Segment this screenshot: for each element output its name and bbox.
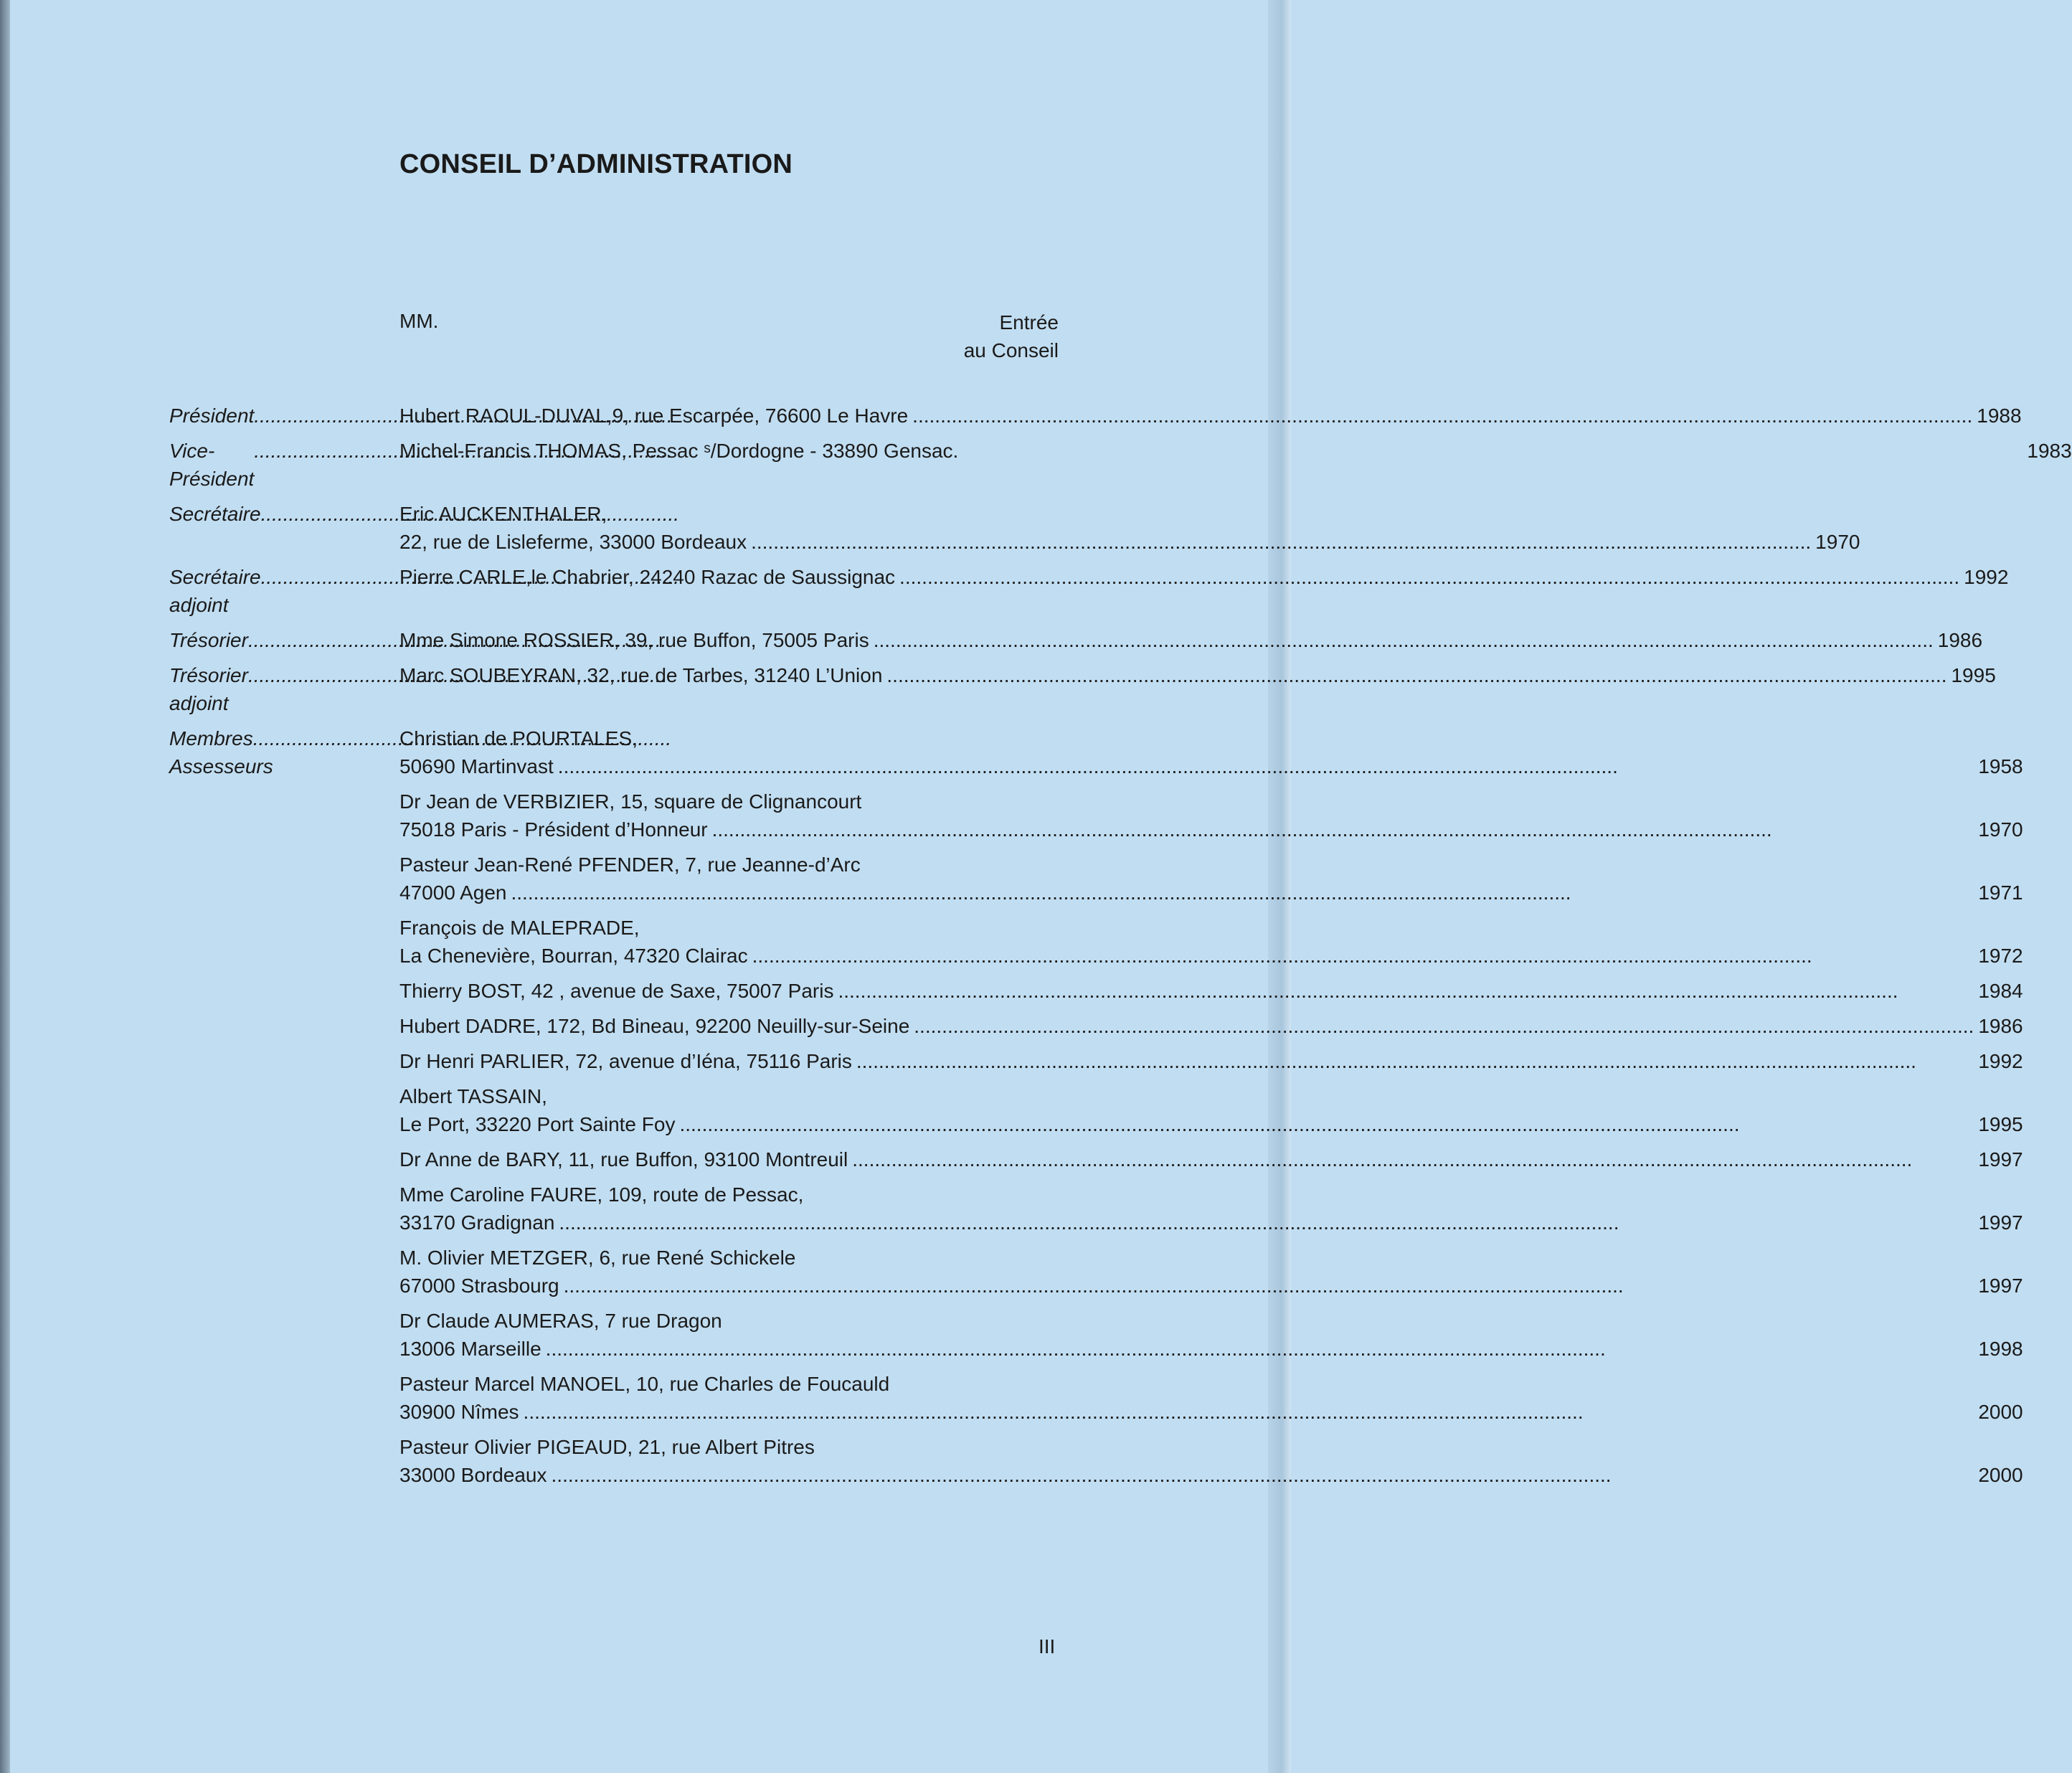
member-address-line	[399, 1110, 2023, 1138]
entry-year: 1988	[1977, 405, 2022, 427]
role-label-line	[169, 437, 374, 493]
member-address: Dr Anne de BARY, 11, rue Buffon, 93100 Montreuil	[399, 1148, 848, 1171]
board-role-row	[169, 437, 2072, 493]
role-title: Secrétaire adjoint	[169, 566, 261, 616]
role-title: Trésorier adjoint	[169, 664, 248, 714]
member-address-line	[399, 528, 1860, 556]
member-entry	[399, 788, 2023, 843]
dot-leader	[852, 1145, 1974, 1173]
dot-leader	[838, 977, 1974, 1005]
role-label-line	[169, 661, 374, 717]
member-entry	[399, 661, 1996, 689]
dot-leader	[751, 528, 1811, 556]
entry-year: 1971	[1978, 881, 2023, 904]
role-label-line	[169, 626, 374, 654]
entry-year: 1983	[2027, 440, 2072, 462]
member-entry	[399, 500, 1860, 556]
role-title: Secrétaire	[169, 503, 261, 525]
member-entries	[399, 626, 1982, 654]
member-address: 33170 Gradignan	[399, 1211, 555, 1234]
member-entry	[399, 563, 2008, 591]
dot-leader	[912, 402, 1972, 430]
member-address-line	[399, 437, 2072, 465]
member-address-line	[399, 977, 2023, 1005]
entry-year: 1970	[1978, 818, 2023, 841]
member-address: Marc SOUBEYRAN, 32, rue de Tarbes, 31240 L’Union	[399, 664, 883, 686]
member-address: 67000 Strasbourg	[399, 1275, 559, 1297]
member-entry	[399, 1307, 2023, 1363]
role-title: Membres	[169, 727, 253, 750]
board-role-row	[169, 626, 1983, 654]
member-address-line	[399, 1461, 2023, 1489]
member-name-line: Dr Claude AUMERAS, 7 rue Dragon	[399, 1310, 722, 1332]
member-entry	[399, 977, 2023, 1005]
member-entry	[399, 1433, 2023, 1489]
entry-year: 1992	[1964, 566, 2009, 588]
member-address: 30900 Nîmes	[399, 1401, 519, 1423]
member-address-line	[399, 879, 2023, 907]
member-address: 13006 Marseille	[399, 1338, 541, 1360]
member-entry	[399, 1370, 2023, 1426]
member-name-line: Pasteur Marcel MANOEL, 10, rue Charles de Foucauld	[399, 1373, 890, 1395]
column-header-line: Entrée	[999, 311, 1059, 334]
entry-year: 1997	[1978, 1275, 2023, 1297]
dot-leader	[558, 752, 1974, 780]
member-entry	[399, 1047, 2023, 1075]
member-name-line: Pasteur Jean-René PFENDER, 7, rue Jeanne-d’Arc	[399, 854, 861, 876]
member-address-line	[399, 1012, 2023, 1040]
member-name-line: François de MALEPRADE,	[399, 917, 640, 939]
page-title: CONSEIL D’ADMINISTRATION	[399, 149, 793, 179]
role-label	[169, 437, 374, 493]
member-address: 22, rue de Lisleferme, 33000 Bordeaux	[399, 531, 747, 553]
entry-year: 1984	[1978, 980, 2023, 1002]
member-entry	[399, 1012, 2023, 1040]
member-entries	[399, 563, 2008, 591]
member-name-line: Dr Jean de VERBIZIER, 15, square de Clignancourt	[399, 790, 862, 813]
role-label	[169, 724, 374, 780]
member-address-line	[399, 626, 1982, 654]
dot-leader	[679, 1110, 1974, 1138]
dot-leader	[899, 563, 1959, 591]
member-name-line: Pasteur Olivier PIGEAUD, 21, rue Albert Pitres	[399, 1436, 815, 1458]
page-binding-shadow	[0, 0, 10, 1773]
member-entry	[399, 626, 1982, 654]
column-header-names: MM.	[399, 310, 439, 332]
member-address: Pierre CARLE,le Chabrier, 24240 Razac de Saussignac	[399, 566, 896, 588]
entry-year: 1995	[1978, 1113, 2023, 1135]
role-label-line	[169, 724, 374, 752]
column-header-line: au Conseil	[963, 339, 1059, 361]
role-label-line	[169, 752, 374, 780]
board-members-list	[169, 402, 2072, 1496]
dot-leader	[712, 815, 1974, 843]
role-title: Trésorier	[169, 629, 248, 651]
dot-leader	[559, 1209, 1974, 1237]
dot-leader	[752, 942, 1974, 970]
member-entries	[399, 724, 2023, 1489]
entry-year: 1986	[1978, 1015, 2023, 1037]
member-address-line	[399, 1047, 2023, 1075]
member-address-line	[399, 402, 2022, 430]
member-address-line	[399, 942, 2023, 970]
role-label	[169, 500, 374, 528]
entry-year: 1997	[1978, 1148, 2023, 1171]
role-label-line	[169, 500, 374, 528]
member-entries	[399, 402, 2022, 430]
member-address: Mme Simone ROSSIER, 39, rue Buffon, 75005 Paris	[399, 629, 869, 651]
member-address: Michel-Francis THOMAS, Pessac ˢ/Dordogne - 33890 Gensac.	[399, 440, 959, 462]
member-address: Thierry BOST, 42 , avenue de Saxe, 75007 Paris	[399, 980, 834, 1002]
dot-leader	[914, 1012, 1974, 1040]
entry-year: 2000	[1978, 1401, 2023, 1423]
member-address-line	[399, 1209, 2023, 1237]
member-entries	[399, 500, 1860, 556]
entry-year: 1972	[1978, 945, 2023, 967]
role-label-line	[169, 402, 374, 430]
member-entry	[399, 851, 2023, 907]
entry-year: 1970	[1815, 531, 1860, 553]
board-role-row	[169, 402, 2022, 430]
role-label	[169, 661, 374, 717]
role-title: Assesseurs	[169, 755, 273, 777]
entry-year: 1997	[1978, 1211, 2023, 1234]
member-entry	[399, 402, 2022, 430]
member-entry	[399, 1145, 2023, 1173]
dot-leader	[524, 1398, 1974, 1426]
member-name-line: Mme Caroline FAURE, 109, route de Pessac,	[399, 1183, 804, 1206]
member-address: 47000 Agen	[399, 881, 507, 904]
role-title: Vice-Président	[169, 440, 255, 490]
entry-year: 2000	[1978, 1464, 2023, 1486]
board-role-row	[169, 661, 1996, 717]
role-label	[169, 626, 374, 654]
member-entry	[399, 914, 2023, 970]
board-role-row	[169, 500, 1860, 556]
role-label	[169, 402, 374, 430]
member-entry	[399, 1244, 2023, 1300]
member-address: Hubert DADRE, 172, Bd Bineau, 92200 Neuilly-sur-Seine	[399, 1015, 910, 1037]
member-address-line	[399, 661, 1996, 689]
member-entry	[399, 724, 2023, 780]
dot-leader	[552, 1461, 1974, 1489]
member-address-line	[399, 563, 2008, 591]
member-address: Dr Henri PARLIER, 72, avenue d’Iéna, 75116 Paris	[399, 1050, 852, 1072]
member-address: 50690 Martinvast	[399, 755, 554, 777]
member-address-line	[399, 1398, 2023, 1426]
member-address: Le Port, 33220 Port Sainte Foy	[399, 1113, 676, 1135]
entry-year: 1958	[1978, 755, 2023, 777]
member-address-line	[399, 1145, 2023, 1173]
member-name-line: M. Olivier METZGER, 6, rue René Schickele	[399, 1247, 796, 1269]
entry-year: 1995	[1951, 664, 1996, 686]
dot-leader	[886, 661, 1946, 689]
role-label-line	[169, 563, 374, 619]
member-address-line	[399, 1272, 2023, 1300]
page-number: III	[1039, 1635, 1056, 1658]
role-title: Président	[169, 405, 255, 427]
member-entries	[399, 437, 2072, 465]
member-address: Hubert RAOUL-DUVAL,9, rue Escarpée, 76600 Le Havre	[399, 405, 909, 427]
member-entry	[399, 437, 2072, 465]
dot-leader	[511, 879, 1974, 907]
member-name-line: Christian de POURTALES,	[399, 727, 638, 750]
member-address-line	[399, 752, 2023, 780]
dot-leader	[856, 1047, 1974, 1075]
member-address: La Chenevière, Bourran, 47320 Clairac	[399, 945, 748, 967]
entry-year: 1998	[1978, 1338, 2023, 1360]
dot-leader	[546, 1335, 1974, 1363]
member-entry	[399, 1181, 2023, 1237]
member-entry	[399, 1082, 2023, 1138]
dot-leader	[874, 626, 1934, 654]
board-role-row	[169, 724, 2023, 1489]
entry-year: 1986	[1937, 629, 1983, 651]
member-name-line: Albert TASSAIN,	[399, 1085, 547, 1107]
member-entries	[399, 661, 1996, 689]
dot-leader	[564, 1272, 1974, 1300]
role-label	[169, 563, 374, 619]
member-address: 33000 Bordeaux	[399, 1464, 547, 1486]
member-address: 75018 Paris - Président d’Honneur	[399, 818, 708, 841]
column-header-entry-year	[843, 308, 1059, 364]
board-role-row	[169, 563, 2009, 619]
member-address-line	[399, 1335, 2023, 1363]
member-name-line: Eric AUCKENTHALER,	[399, 503, 607, 525]
entry-year: 1992	[1978, 1050, 2023, 1072]
member-address-line	[399, 815, 2023, 843]
